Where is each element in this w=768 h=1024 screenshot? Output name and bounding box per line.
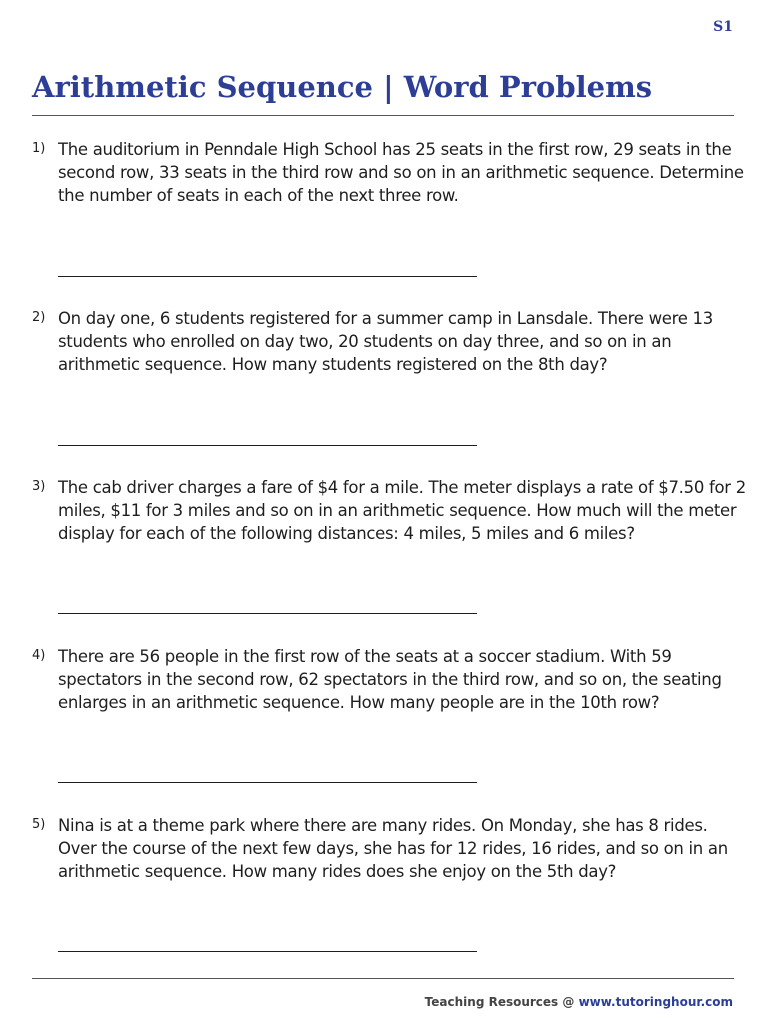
answer-line[interactable] [58,613,477,614]
problem-number: 3) [32,479,46,494]
problem-text: Nina is at a theme park where there are many rides. On Monday, she has 8 rides. Over the course of the next few days, she has for 12 rides, 16 rides, and so on in an arithmetic sequence. How many rides does she enjoy on the 5th day? [58,816,728,881]
page-title: Arithmetic Sequence | Word Problems [32,70,653,104]
footer [425,995,733,1009]
problem-text: The auditorium in Penndale High School has 25 seats in the first row, 29 seats in the second row, 33 seats in the third row and so on in an arithmetic sequence. Determine the number of seats in each of the next three row. [58,140,744,205]
footer-site-link[interactable]: www.tutoringhour.com [578,995,733,1009]
sheet-code: S1 [713,19,733,35]
problem-number: 5) [32,817,46,832]
problem-text: There are 56 people in the first row of the seats at a soccer stadium. With 59 spectators in the second row, 62 spectators in the third row, and so on, the seating enlarges in an arithmetic sequence. How many people are in the 10th row? [58,647,722,712]
footer-divider [32,978,734,979]
answer-line[interactable] [58,276,477,277]
answer-line[interactable] [58,445,477,446]
answer-line[interactable] [58,782,477,783]
footer-label: Teaching Resources @ [424,995,579,1009]
problem-text: The cab driver charges a fare of $4 for a mile. The meter displays a rate of $7.50 for 2 miles, $11 for 3 miles and so on in an arithmetic sequence. How much will the meter display for each of the following distances: 4 miles, 5 miles and 6 miles? [58,478,746,543]
problem-text: On day one, 6 students registered for a summer camp in Lansdale. There were 13 students who enrolled on day two, 20 students on day three, and so on in an arithmetic sequence. How many students registered on the 8th day? [58,309,713,374]
answer-line[interactable] [58,951,477,952]
problem-number: 1) [32,141,46,156]
problem-number: 2) [32,310,46,325]
title-divider [32,115,734,116]
problem-number: 4) [32,648,46,663]
